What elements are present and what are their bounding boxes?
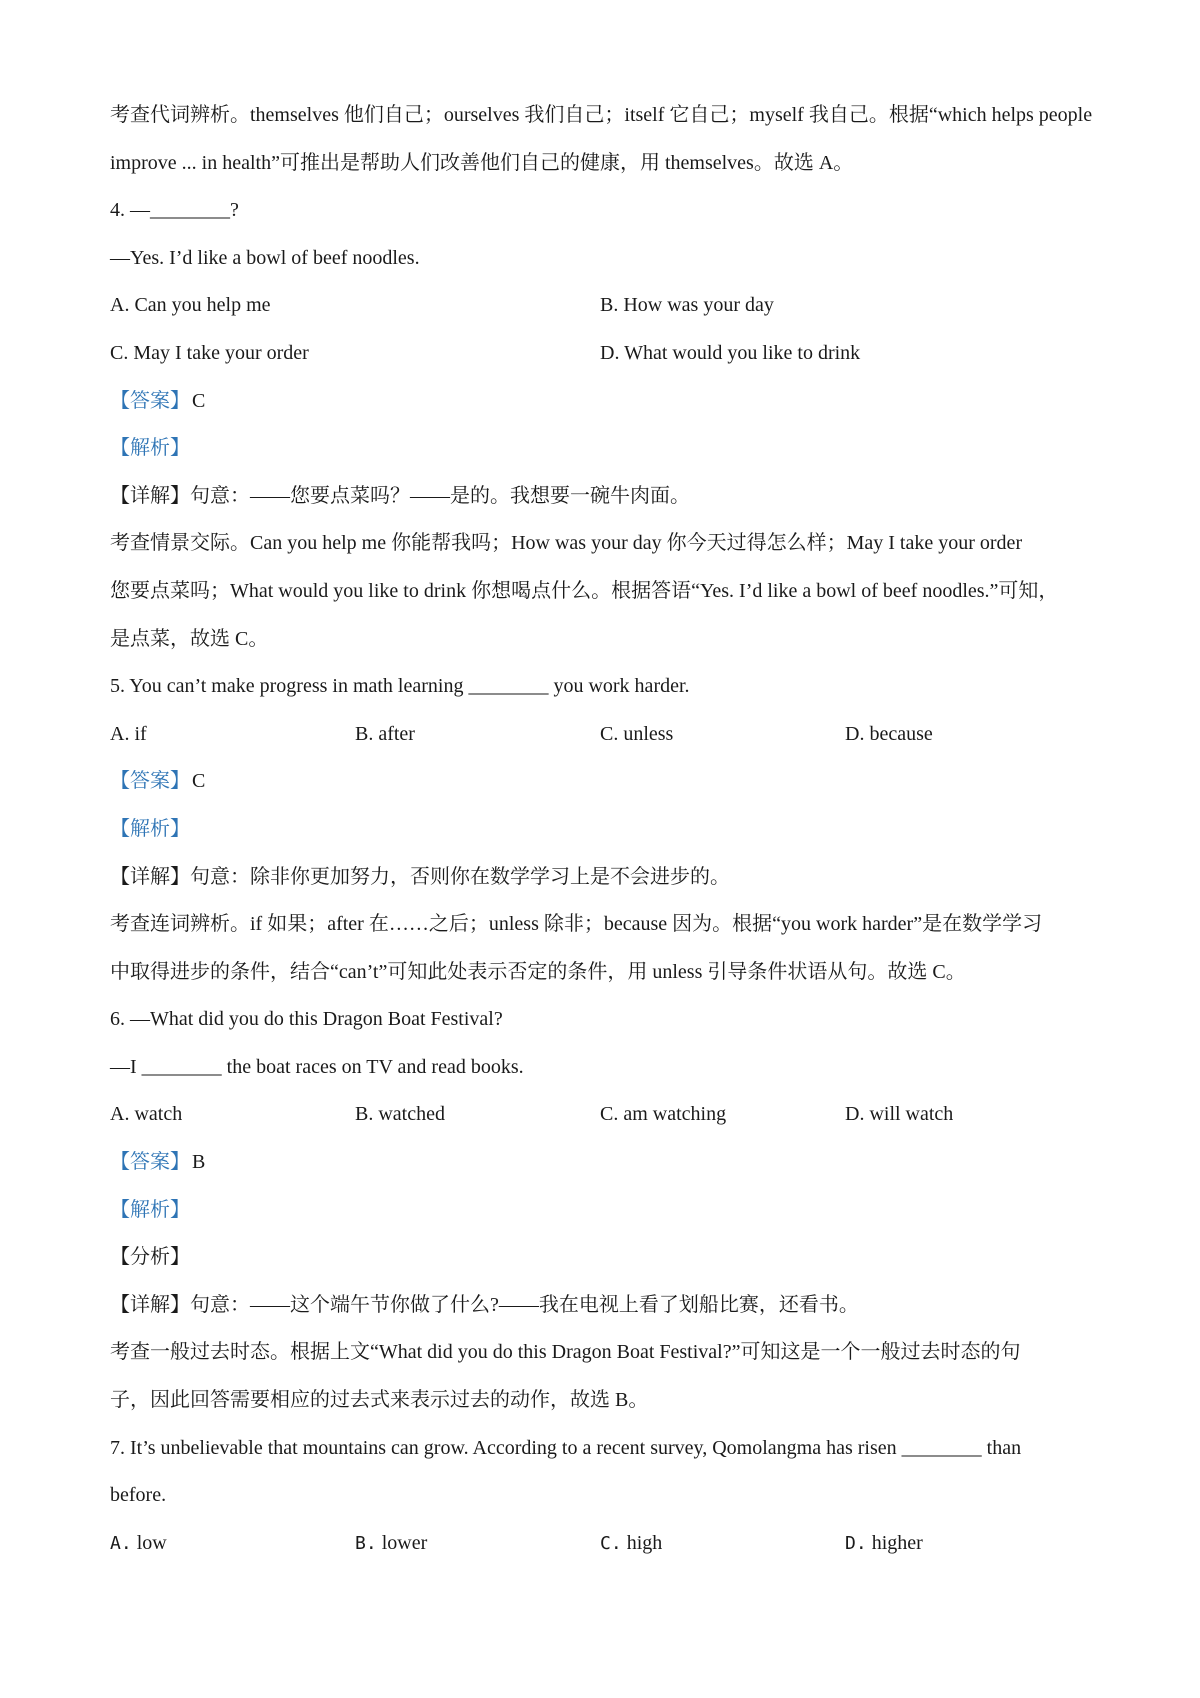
q6-explanation-line-2: 子，因此回答需要相应的过去式来表示过去的动作，故选 B。 [110,1389,649,1412]
q7-option-a-letter: A. [110,1532,132,1554]
q6-detail: 【详解】句意：——这个端午节你做了什么?——我在电视上看了划船比赛，还看书。 [110,1293,859,1316]
q4-reply: —Yes. I’d like a bowl of beef noodles. [110,246,420,269]
q4-option-c: C. May I take your order [110,341,309,364]
q5-answer-value: C [192,770,206,793]
q3-explanation-line-2: improve ... in health”可推出是帮助人们改善他们自己的健康，用 themselves。故选 A。 [110,151,854,174]
q6-answer-label: 【答案】 [110,1151,190,1174]
q4-explanation-line-3: 是点菜，故选 C。 [110,627,269,650]
q7-option-c [600,1520,845,1568]
q5-analysis-label: 【解析】 [110,817,190,840]
q4-options-row-2 [110,330,1100,378]
q4-options-row-1 [110,282,1100,330]
q6-analysis-label: 【解析】 [110,1198,190,1221]
q5-detail: 【详解】句意：除非你更加努力，否则你在数学学习上是不会进步的。 [110,865,730,888]
q7-options [110,1520,1100,1568]
q7-option-c-text: high [626,1531,663,1554]
q6-answer [110,1139,1100,1187]
q7-option-c-letter: C. [600,1532,622,1554]
q4-answer-value: C [192,389,206,412]
q3-explanation-line-1: 考查代词辨析。themselves 他们自己；ourselves 我们自己；itself 它自己；myself 我自己。根据“which helps people [110,104,1093,126]
q5-option-a: A. if [110,722,147,745]
q5-option-d: D. because [845,722,933,745]
q6-option-b: B. watched [355,1103,445,1126]
q7-option-b-text: lower [381,1531,428,1554]
q4-detail: 【详解】句意：——您要点菜吗？——是的。我想要一碗牛肉面。 [110,484,690,507]
q6-option-a: A. watch [110,1103,183,1126]
q6-fenxi-label: 【分析】 [110,1246,190,1269]
q4-option-a: A. Can you help me [110,294,271,317]
q5-stem: 5. You can’t make progress in math learning ________ you work harder. [110,675,690,698]
q5-option-b: B. after [355,722,415,745]
q7-option-d [845,1520,1090,1568]
q6-answer-value: B [192,1151,206,1174]
q7-option-a [110,1520,355,1568]
q7-stem-line-1: 7. It’s unbelievable that mountains can grow. According to a recent survey, Qomolangma has risen ________ than [110,1436,1022,1459]
q6-reply: —I ________ the boat races on TV and read books. [110,1055,524,1078]
q6-stem: 6. —What did you do this Dragon Boat Festival? [110,1008,503,1031]
q4-explanation-line-1: 考查情景交际。Can you help me 你能帮我吗；How was your day 你今天过得怎么样；May I take your order [110,532,1023,555]
q5-options [110,711,1100,759]
q5-answer [110,758,1100,806]
q7-stem-line-2: before. [110,1484,167,1507]
q7-option-d-letter: D. [845,1532,867,1554]
q7-option-d-text: higher [871,1531,923,1554]
q4-answer-label: 【答案】 [110,389,190,412]
q5-answer-label: 【答案】 [110,770,190,793]
q5-option-c: C. unless [600,722,674,745]
q7-option-a-text: low [136,1531,167,1554]
document-page [110,92,1100,1567]
q6-explanation-line-1: 考查一般过去时态。根据上文“What did you do this Dragon Boat Festival?”可知这是一个一般过去时态的句 [110,1341,1021,1364]
q4-analysis-label: 【解析】 [110,437,190,460]
q6-option-d: D. will watch [845,1103,954,1126]
q4-option-d: D. What would you like to drink [600,341,861,364]
q6-options [110,1091,1100,1139]
q5-explanation-line-2: 中取得进步的条件，结合“can’t”可知此处表示否定的条件，用 unless 引导条件状语从句。故选 C。 [110,960,966,983]
q5-explanation-line-1: 考查连词辨析。if 如果；after 在……之后；unless 除非；because 因为。根据“you work harder”是在数学学习 [110,913,1043,936]
q4-explanation-line-2: 您要点菜吗；What would you like to drink 你想喝点什么。根据答语“Yes. I’d like a bowl of beef noodles.”可知， [110,579,1059,602]
q4-option-b: B. How was your day [600,294,774,317]
q4-answer [110,378,1100,426]
q7-option-b-letter: B. [355,1532,377,1554]
q6-option-c: C. am watching [600,1103,727,1126]
q7-option-b [355,1520,600,1568]
q4-stem: 4. —________? [110,199,239,222]
